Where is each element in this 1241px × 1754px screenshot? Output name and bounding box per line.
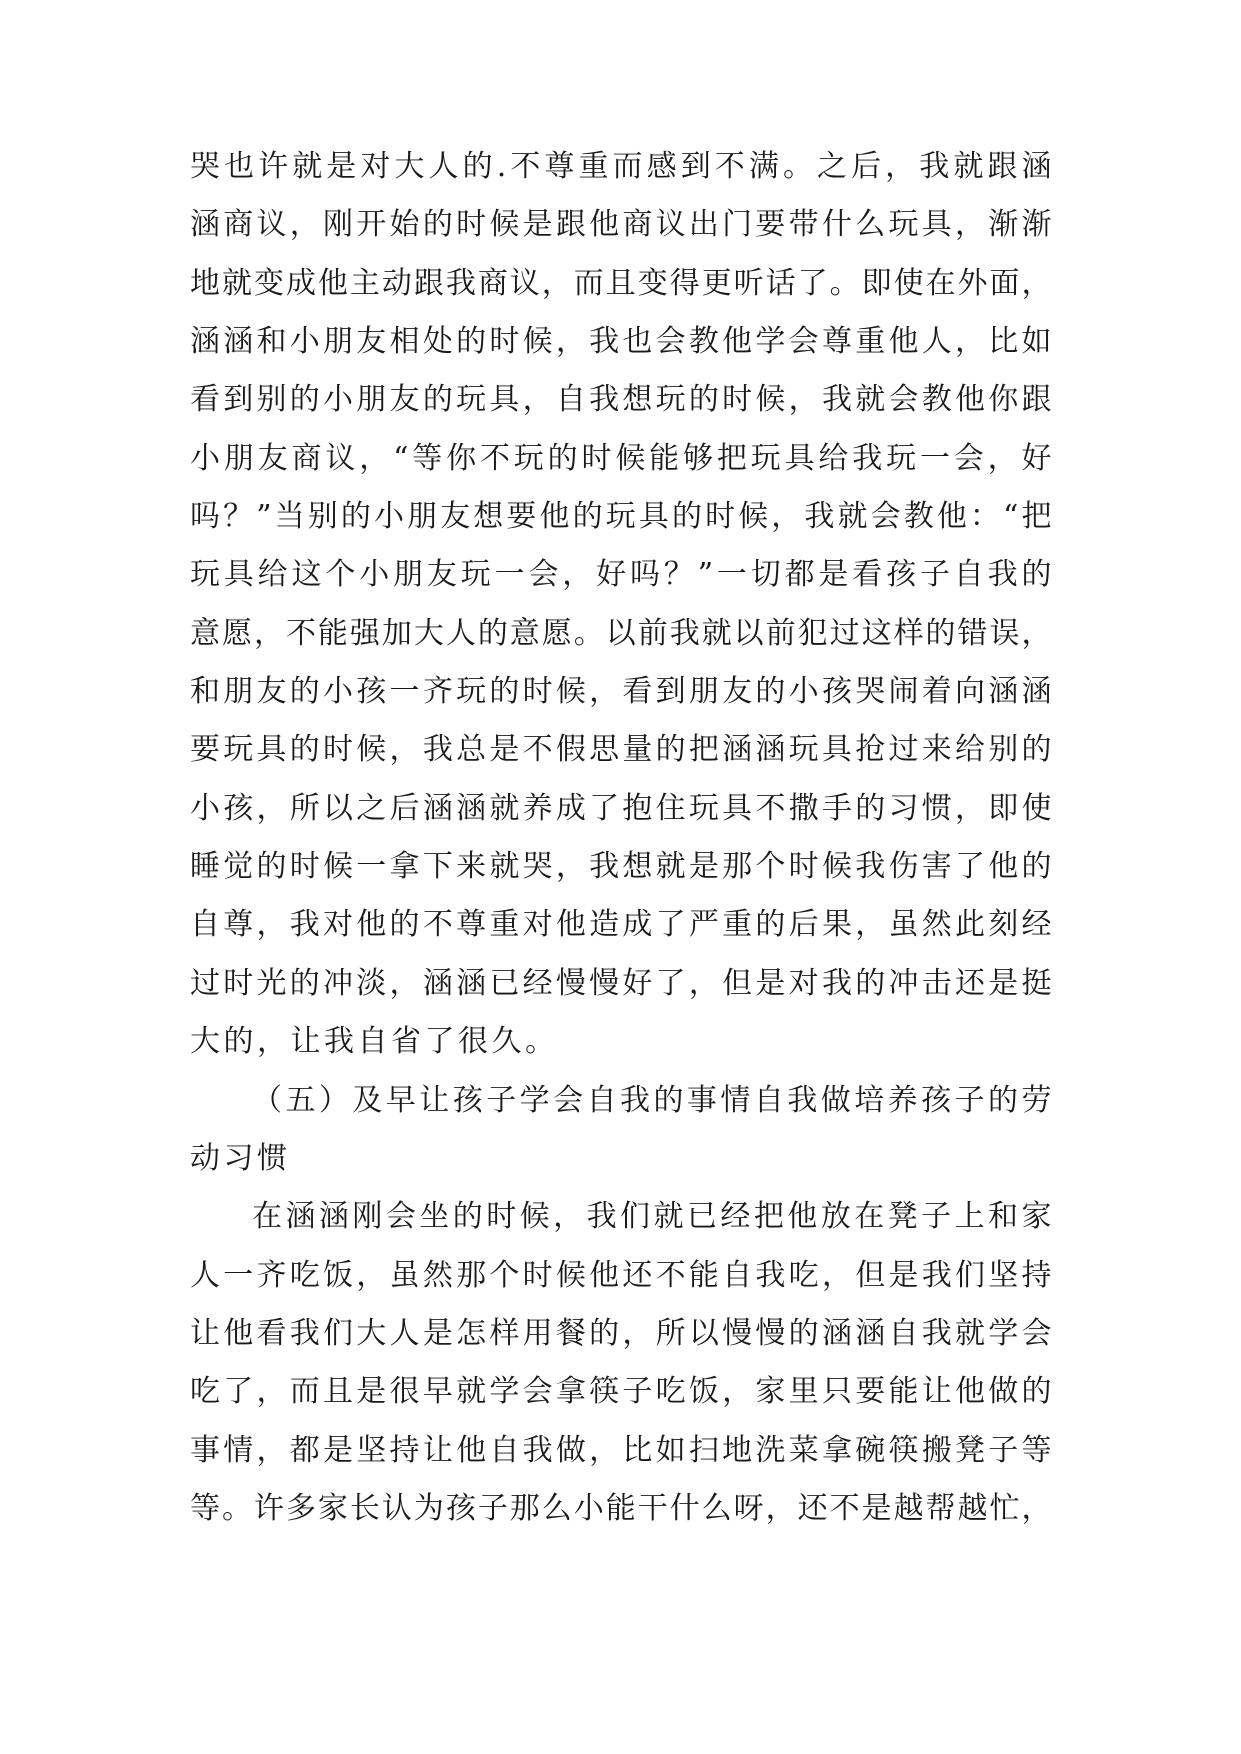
text-line: 人一齐吃饭，虽然那个时候他还不能自我吃，但是我们坚持 (190, 1257, 1052, 1293)
paragraph-end-line: 大的，让我自省了很久。 (190, 1024, 559, 1060)
section-heading-line: （五）及早让孩子学会自我的事情自我做培养孩子的劳 (252, 1082, 1052, 1118)
text-line: 要玩具的时候，我总是不假思量的把涵涵玩具抢过来给别的 (190, 732, 1052, 768)
text-line: 涵商议，刚开始的时候是跟他商议出门要带什么玩具，渐渐 (190, 207, 1052, 243)
text-line: 吗？”当别的小朋友想要他的玩具的时候，我就会教他：“把 (190, 499, 1052, 535)
text-line: 小孩，所以之后涵涵就养成了抱住玩具不撒手的习惯，即使 (190, 790, 1052, 826)
text-line: 小朋友商议，“等你不玩的时候能够把玩具给我玩一会，好 (190, 440, 1052, 476)
text-line: 意愿，不能强加大人的意愿。以前我就以前犯过这样的错误， (190, 615, 1052, 651)
text-line: 让他看我们大人是怎样用餐的，所以慢慢的涵涵自我就学会 (190, 1315, 1052, 1351)
text-line: 自尊，我对他的不尊重对他造成了严重的后果，虽然此刻经 (190, 907, 1052, 943)
text-line: 哭也许就是对大人的.不尊重而感到不满。之后，我就跟涵 (190, 149, 1052, 184)
text-line: 事情，都是坚持让他自我做，比如扫地洗菜拿碗筷搬凳子等 (190, 1432, 1052, 1468)
text-line: 和朋友的小孩一齐玩的时候，看到朋友的小孩哭闹着向涵涵 (190, 674, 1052, 710)
text-line: 过时光的冲淡，涵涵已经慢慢好了，但是对我的冲击还是挺 (190, 965, 1052, 1001)
text-line: 睡觉的时候一拿下来就哭，我想就是那个时候我伤害了他的 (190, 849, 1052, 885)
text-line: 看到别的小朋友的玩具，自我想玩的时候，我就会教他你跟 (190, 382, 1052, 418)
section-heading-end-line: 动习惯 (190, 1140, 291, 1176)
body-text (190, 138, 1052, 1538)
text-line: 等。许多家长认为孩子那么小能干什么呀，还不是越帮越忙， (190, 1490, 1052, 1526)
text-line: 涵涵和小朋友相处的时候，我也会教他学会尊重他人，比如 (190, 324, 1052, 360)
text-line: 吃了，而且是很早就学会拿筷子吃饭，家里只要能让他做的 (190, 1374, 1052, 1410)
paragraph-start-line: 在涵涵刚会坐的时候，我们就已经把他放在凳子上和家 (252, 1199, 1052, 1235)
text-line: 玩具给这个小朋友玩一会，好吗？”一切都是看孩子自我的 (190, 557, 1052, 593)
text-line: 地就变成他主动跟我商议，而且变得更听话了。即使在外面， (190, 265, 1052, 301)
